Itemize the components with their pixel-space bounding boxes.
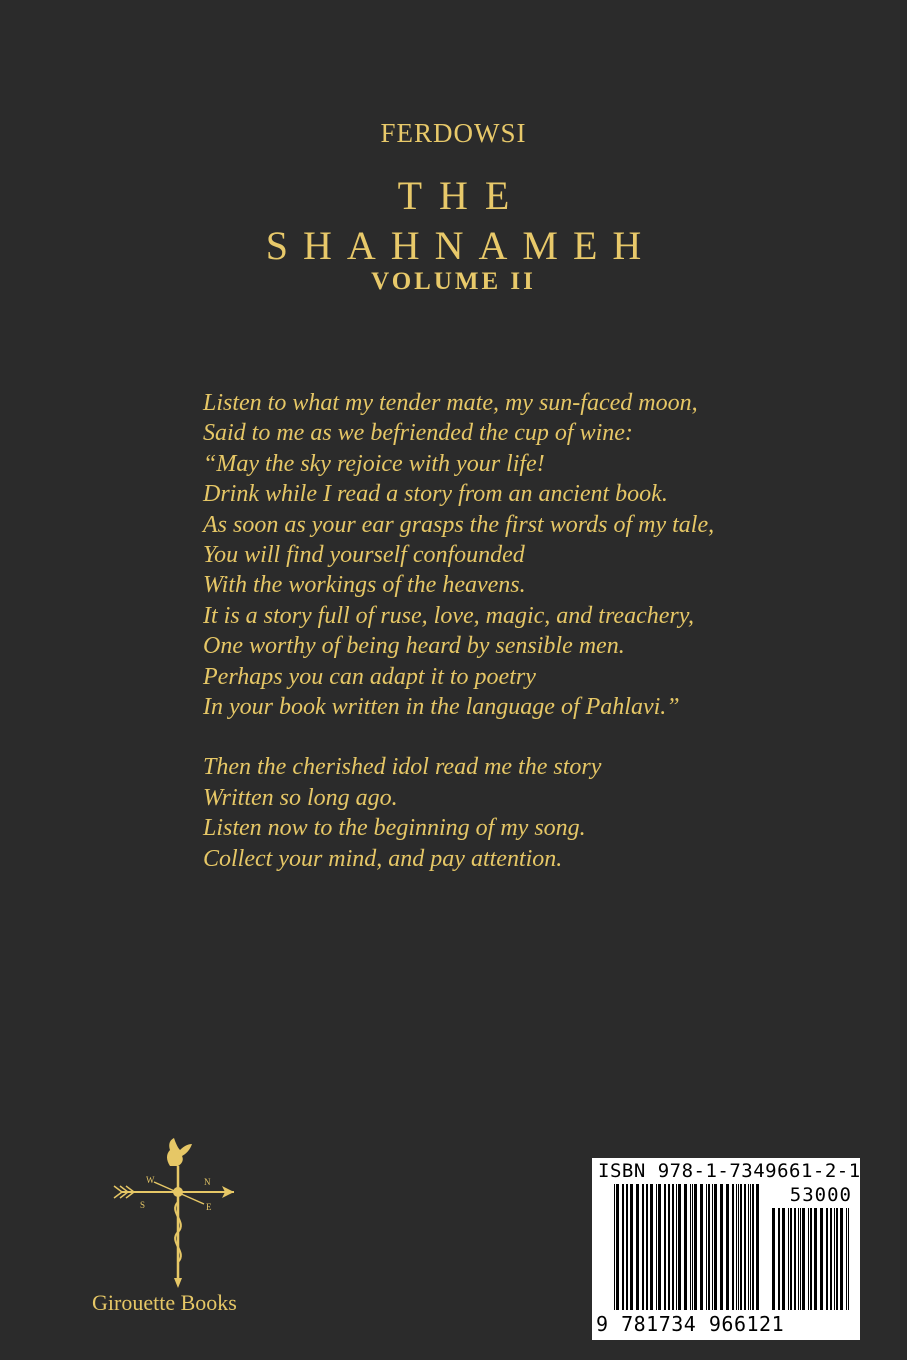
barcode-bar bbox=[708, 1184, 710, 1310]
poem-line: “May the sky rejoice with your life! bbox=[203, 450, 545, 477]
barcode-addon-digits: 53000 bbox=[789, 1184, 852, 1206]
barcode-bar bbox=[790, 1208, 792, 1310]
barcode-bar bbox=[614, 1184, 615, 1310]
barcode-bars-main bbox=[614, 1184, 764, 1310]
barcode-bar bbox=[684, 1184, 687, 1310]
barcode-bar bbox=[700, 1184, 703, 1310]
author-name: FERDOWSI bbox=[380, 118, 527, 148]
barcode-bar bbox=[826, 1208, 828, 1310]
barcode-bar bbox=[830, 1208, 832, 1310]
barcode-bar bbox=[692, 1184, 693, 1310]
barcode-bar bbox=[630, 1184, 633, 1310]
barcode-bar bbox=[752, 1184, 754, 1310]
title-line-2: SHAHNAMEH bbox=[265, 223, 657, 268]
poem-line: Perhaps you can adapt it to poetry bbox=[203, 663, 536, 690]
poem-line: In your book written in the language of Pahlavi.” bbox=[203, 694, 680, 721]
barcode-bar bbox=[714, 1184, 717, 1310]
barcode-bar bbox=[744, 1184, 746, 1310]
barcode-bar bbox=[808, 1208, 809, 1310]
barcode-bar bbox=[622, 1184, 624, 1310]
publisher-name: Girouette Books bbox=[92, 1290, 237, 1315]
barcode-bar bbox=[778, 1208, 780, 1310]
compass-e-label: E bbox=[206, 1202, 212, 1212]
barcode-bar bbox=[736, 1184, 737, 1310]
barcode-bar bbox=[672, 1184, 674, 1310]
barcode-bar bbox=[676, 1184, 677, 1310]
barcode-bar bbox=[720, 1184, 723, 1310]
poem-line: It is a story full of ruse, love, magic, and treachery, bbox=[203, 602, 695, 629]
barcode-bar bbox=[772, 1208, 775, 1310]
barcode-bar bbox=[656, 1184, 657, 1310]
barcode-bar bbox=[738, 1184, 739, 1310]
barcode-bar bbox=[626, 1184, 628, 1310]
poem-line: Then the cherished idol read me the story bbox=[203, 754, 602, 781]
weathervane-logo-icon bbox=[108, 1130, 248, 1290]
poem-line: You will find yourself confounded bbox=[203, 542, 525, 569]
barcode-bar bbox=[814, 1208, 817, 1310]
barcode-bar bbox=[750, 1184, 751, 1310]
barcode-bar bbox=[616, 1184, 619, 1310]
barcode-bar bbox=[800, 1208, 801, 1310]
barcode-bar bbox=[664, 1184, 666, 1310]
title-line-1: THE bbox=[397, 173, 527, 218]
barcode-bar bbox=[642, 1184, 644, 1310]
poem-line: One worthy of being heard by sensible men. bbox=[203, 633, 625, 660]
poem-line: Said to me as we befriended the cup of wine: bbox=[203, 420, 633, 447]
barcode-bar bbox=[756, 1184, 759, 1310]
poem-excerpt bbox=[203, 388, 823, 904]
barcode-bar bbox=[650, 1184, 653, 1310]
poem-line: Collect your mind, and pay attention. bbox=[203, 845, 563, 872]
barcode-bar bbox=[810, 1208, 812, 1310]
barcode-bar bbox=[732, 1184, 734, 1310]
poem-line: Listen to what my tender mate, my sun-faced moon, bbox=[203, 390, 698, 416]
barcode-bar bbox=[658, 1184, 661, 1310]
poem-line: As soon as your ear grasps the first words of my tale, bbox=[203, 511, 715, 538]
barcode-bar bbox=[788, 1208, 789, 1310]
barcode-digits: 9 781734 966121 bbox=[596, 1312, 785, 1336]
barcode-bar bbox=[668, 1184, 670, 1310]
barcode-bars-addon bbox=[772, 1208, 852, 1310]
compass-w-label: W bbox=[146, 1175, 155, 1185]
barcode-bar bbox=[848, 1208, 849, 1310]
barcode-bar bbox=[834, 1208, 835, 1310]
barcode-bar bbox=[782, 1208, 785, 1310]
barcode-bar bbox=[646, 1184, 648, 1310]
stanza-2 bbox=[203, 752, 823, 874]
stanza-1 bbox=[203, 388, 823, 722]
barcode-bar bbox=[802, 1208, 805, 1310]
barcode-bar bbox=[740, 1184, 742, 1310]
barcode-bar bbox=[690, 1184, 691, 1310]
poem-line: Written so long ago. bbox=[203, 784, 398, 811]
barcode-bar bbox=[706, 1184, 707, 1310]
isbn-barcode bbox=[592, 1158, 860, 1340]
compass-s-label: S bbox=[140, 1200, 146, 1210]
isbn-label: ISBN 978-1-7349661-2-1 bbox=[598, 1160, 861, 1182]
barcode-bar bbox=[798, 1208, 799, 1310]
poem-line: Drink while I read a story from an ancient book. bbox=[203, 481, 668, 508]
barcode-bar bbox=[726, 1184, 729, 1310]
barcode-bar bbox=[794, 1208, 796, 1310]
compass-n-label: N bbox=[204, 1177, 211, 1187]
poem-line: Listen now to the beginning of my song. bbox=[203, 815, 586, 842]
poem-line: With the workings of the heavens. bbox=[203, 572, 526, 599]
barcode-bar bbox=[694, 1184, 697, 1310]
barcode-bar bbox=[636, 1184, 639, 1310]
volume-label: VOLUME II bbox=[371, 268, 536, 295]
barcode-bar bbox=[836, 1208, 838, 1310]
barcode-bar bbox=[846, 1208, 847, 1310]
barcode-bar bbox=[748, 1184, 749, 1310]
barcode-bar bbox=[712, 1184, 713, 1310]
barcode-bar bbox=[820, 1208, 823, 1310]
barcode-bar bbox=[840, 1208, 843, 1310]
barcode-bar bbox=[678, 1184, 681, 1310]
